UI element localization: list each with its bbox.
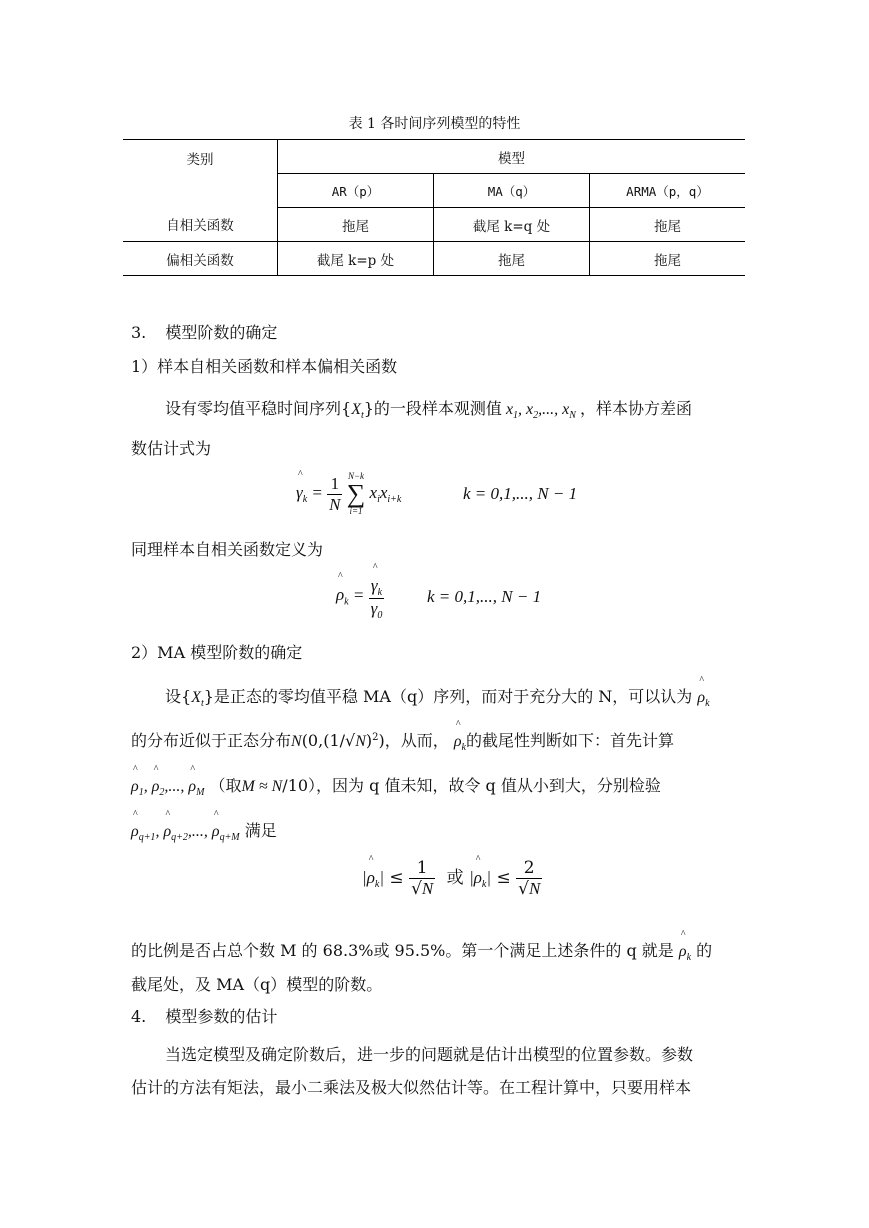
equation-autocorrelation: ^ $\rho_k$ = ^ $\frac{\gamma_k}{\gamma_0}$ [336, 572, 384, 621]
section-4-title: 模型参数的估计 [165, 1007, 278, 1026]
section-4-number: 4. [131, 1007, 147, 1026]
section-4-heading [131, 1004, 277, 1027]
paragraph-1-line-1: 设有零均值平稳时间序列$\{X_t\}$的一段样本观测值 $x_1$, $x_2$,..., $x_N$ ，样本协方差函 [165, 399, 692, 421]
model-arma: ARMA（p，q） [590, 174, 746, 208]
section-3-title: 模型阶数的确定 [165, 323, 278, 342]
model-ar: AR（p） [278, 174, 434, 208]
paragraph-6: ^ $\rho_{q+1}$, ^ $\rho_{q+2}$,..., ^ $\rho_{q+M}$ 满足 [131, 818, 277, 843]
paragraph-3: 设$\{X_t\}$是正态的零均值平稳 MA（q）序列，而对于充分大的 N，可以认为 ^ $\rho_k$ [165, 684, 710, 709]
table-cell: 拖尾 [590, 208, 746, 242]
table-cell: 拖尾 [434, 242, 590, 276]
subheading-2: 2）MA 模型阶数的确定 [131, 643, 303, 662]
paragraph-7: 的比例是否占总个数 M 的 68.3%或 95.5%。第一个满足上述条件的 q 就是 ^ $\rho_k$ 的 [131, 938, 712, 963]
equation-autocovariance: ^ $\gamma_k$ = $\frac{1}{N}$ N−k ∑ i=1 $x_ix_{i+k}$ [296, 472, 401, 516]
section-4-paragraph-line-2: 估计的方法有矩法，最小二乘法及极大似然估计等。在工程计算中，只要用样本 [131, 1078, 692, 1097]
paragraph-8: 截尾处，及 MA（q）模型的阶数。 [131, 975, 383, 994]
header-category: 类别 [123, 140, 278, 208]
model-ma: MA（q） [434, 174, 590, 208]
table-cell: 截尾 k=q 处 [434, 208, 590, 242]
model-properties-table [123, 139, 745, 276]
paragraph-5: ^ $\rho_1$, ^ $\rho_2$,..., ^ $\rho_M$ （取M ≈ N/10），因为 q 值未知，故令 q 值从小到大，分别检验 [131, 773, 661, 798]
table-cell: 截尾 k=p 处 [278, 242, 434, 276]
table-cell: 拖尾 [590, 242, 746, 276]
paragraph-2: 同理样本自相关函数定义为 [131, 540, 324, 559]
header-model: 模型 [278, 140, 746, 174]
equation-2-range: k = 0,1,..., N − 1 [427, 587, 542, 606]
equation-1-range: k = 0,1,..., N − 1 [463, 484, 578, 503]
paragraph-1-line-2: 数估计式为 [131, 439, 212, 458]
row-label-acf: 自相关函数 [123, 208, 278, 242]
section-3-number: 3. [131, 323, 147, 342]
table-cell: 拖尾 [278, 208, 434, 242]
paragraph-4: 的分布近似于正态分布$N(0,(1/√N)^2)$，从而， ^ $\rho_k$的截尾性判断如下：首先计算 [131, 728, 674, 753]
subheading-1: 1）样本自相关函数和样本偏相关函数 [131, 357, 398, 376]
row-label-pacf: 偏相关函数 [123, 242, 278, 276]
equation-cutoff-test: |^ $\rho_k|$ ≤ $\frac{1}{√N}$ 或 |^ $\rho_k|$ ≤ $\frac{2}{√N}$ [362, 858, 542, 899]
section-3-heading [131, 320, 277, 343]
table-caption: 表 1 各时间序列模型的特性 [348, 116, 521, 132]
section-4-paragraph-line-1: 当选定模型及确定阶数后，进一步的问题就是估计出模型的位置参数。参数 [165, 1045, 694, 1064]
